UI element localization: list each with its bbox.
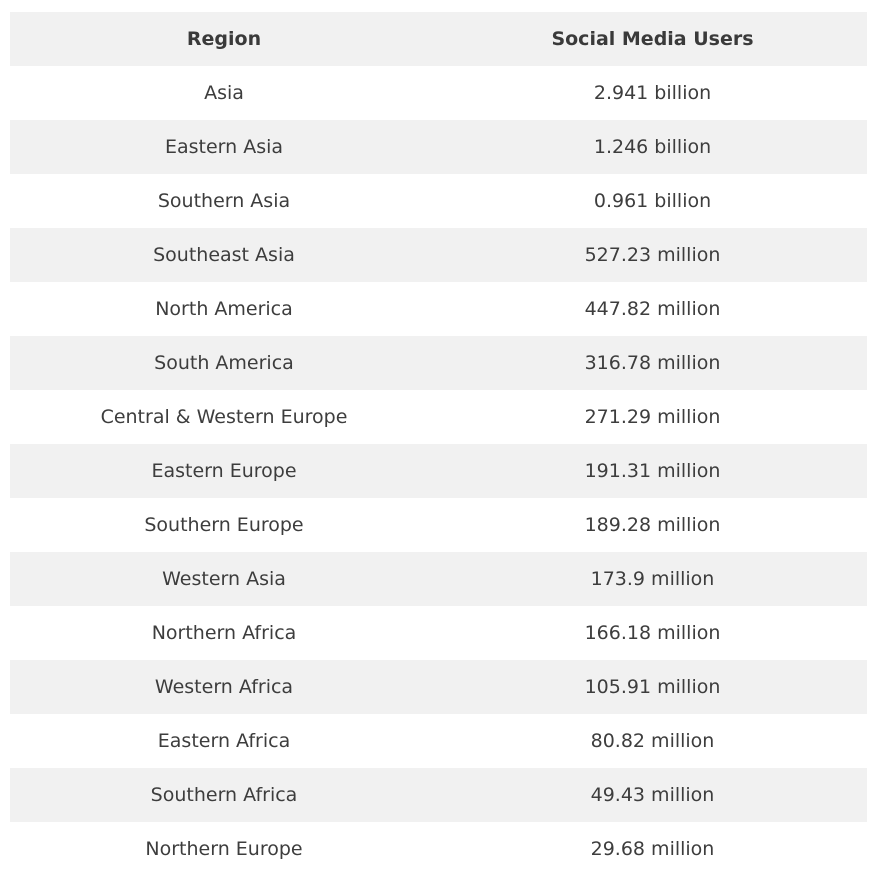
table-row bbox=[10, 282, 867, 336]
social-media-users-table bbox=[10, 12, 867, 876]
table-row bbox=[10, 822, 867, 876]
region-cell: Western Africa bbox=[10, 660, 438, 714]
table-row bbox=[10, 66, 867, 120]
users-cell: 527.23 million bbox=[438, 228, 867, 282]
users-cell: 166.18 million bbox=[438, 606, 867, 660]
table-body bbox=[10, 66, 867, 876]
region-cell: Northern Africa bbox=[10, 606, 438, 660]
region-cell: North America bbox=[10, 282, 438, 336]
region-cell: Northern Europe bbox=[10, 822, 438, 876]
table-row bbox=[10, 120, 867, 174]
region-cell: Western Asia bbox=[10, 552, 438, 606]
users-cell: 173.9 million bbox=[438, 552, 867, 606]
region-cell: Southern Asia bbox=[10, 174, 438, 228]
table-row bbox=[10, 174, 867, 228]
users-cell: 29.68 million bbox=[438, 822, 867, 876]
users-cell: 0.961 billion bbox=[438, 174, 867, 228]
users-cell: 191.31 million bbox=[438, 444, 867, 498]
users-cell: 271.29 million bbox=[438, 390, 867, 444]
table-row bbox=[10, 444, 867, 498]
region-cell: South America bbox=[10, 336, 438, 390]
table-row bbox=[10, 714, 867, 768]
table-row bbox=[10, 552, 867, 606]
region-cell: Asia bbox=[10, 66, 438, 120]
users-cell: 1.246 billion bbox=[438, 120, 867, 174]
users-cell: 447.82 million bbox=[438, 282, 867, 336]
data-table-container bbox=[10, 12, 867, 876]
region-cell: Eastern Africa bbox=[10, 714, 438, 768]
users-cell: 189.28 million bbox=[438, 498, 867, 552]
region-cell: Southern Europe bbox=[10, 498, 438, 552]
header-row bbox=[10, 12, 867, 66]
region-cell: Southern Africa bbox=[10, 768, 438, 822]
table-row bbox=[10, 660, 867, 714]
users-cell: 80.82 million bbox=[438, 714, 867, 768]
table-row bbox=[10, 390, 867, 444]
table-row bbox=[10, 498, 867, 552]
header-social-media-users: Social Media Users bbox=[438, 12, 867, 66]
table-row bbox=[10, 336, 867, 390]
header-region: Region bbox=[10, 12, 438, 66]
table-header bbox=[10, 12, 867, 66]
table-row bbox=[10, 606, 867, 660]
table-row bbox=[10, 768, 867, 822]
region-cell: Southeast Asia bbox=[10, 228, 438, 282]
region-cell: Eastern Asia bbox=[10, 120, 438, 174]
region-cell: Eastern Europe bbox=[10, 444, 438, 498]
users-cell: 2.941 billion bbox=[438, 66, 867, 120]
users-cell: 316.78 million bbox=[438, 336, 867, 390]
users-cell: 105.91 million bbox=[438, 660, 867, 714]
region-cell: Central & Western Europe bbox=[10, 390, 438, 444]
table-row bbox=[10, 228, 867, 282]
users-cell: 49.43 million bbox=[438, 768, 867, 822]
